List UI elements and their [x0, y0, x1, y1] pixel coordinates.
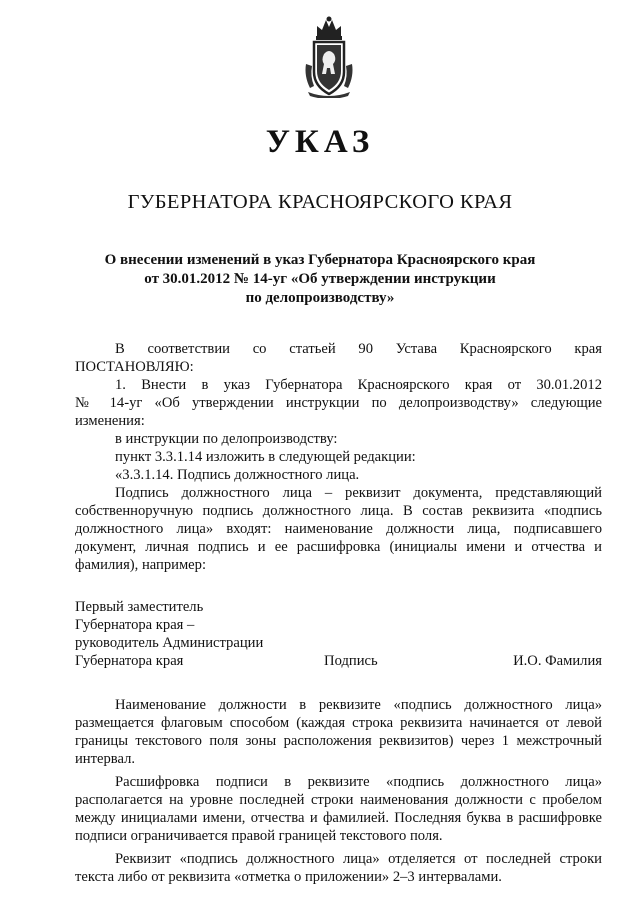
signature-example	[75, 598, 602, 670]
signature-label: Подпись	[324, 653, 378, 669]
paragraph-preamble-line2: ПОСТАНОВЛЯЮ:	[75, 359, 194, 375]
paragraph-clause-title: «3.3.1.14. Подпись должностного лица.	[115, 467, 360, 483]
document-heading	[80, 251, 560, 308]
heading-line: от 30.01.2012 № 14-уг «Об утверждении инструкции	[144, 271, 496, 287]
paragraph-position-placement: Наименование должности в реквизите «подпись должностного лица» размещается флаговым способом (каждая строка реквизита начинается от левой границы текстового поля зоны расположения реквизитов) через 1 межстрочный интервал.	[75, 697, 602, 767]
paragraph-clause: пункт 3.3.1.14 изложить в следующей редакции:	[115, 449, 416, 465]
signature-last-row	[75, 652, 602, 670]
paragraph-item1-line1: 1. Внести в указ Губернатора Красноярского края от 30.01.2012	[115, 377, 602, 393]
document-title: УКАЗ	[265, 124, 375, 160]
signature-position-line: руководитель Администрации	[75, 635, 264, 651]
document-body	[75, 340, 602, 886]
paragraph-item1-rest: № 14-уг «Об утверждении инструкции по делопроизводству» следующие изменения:	[75, 395, 602, 429]
heading-line: О внесении изменений в указ Губернатора Красноярского края	[104, 252, 536, 268]
krasnoyarsk-coat-of-arms-icon	[302, 14, 356, 98]
signature-name-label: И.О. Фамилия	[513, 653, 602, 669]
document-subtitle: ГУБЕРНАТОРА КРАСНОЯРСКОГО КРАЯ	[127, 191, 513, 213]
signature-position-line: Губернатора края –	[75, 617, 195, 633]
paragraph-preamble-line1: В соответствии со статьей 90 Устава Красноярского края	[115, 341, 602, 357]
signature-position-line: Губернатора края	[75, 653, 184, 669]
paragraph-signature-decoding: Расшифровка подписи в реквизите «подпись должностного лица» располагается на уровне последней строки наименования должности с пробелом между инициалами имени, отчества и фамилией. Последняя буква в расшифровке подписи ограничивается правой границей текстового поля.	[75, 774, 602, 844]
paragraph-signature-definition: Подпись должностного лица – реквизит документа, представляющий собственноручную подпись должностного лица. В состав реквизита «подпись должностного лица» входят: наименование должности лица, подписавшего документ, личная подпись и ее расшифровка (инициалы имени и отчества и фамилия), например:	[75, 485, 602, 573]
signature-position-line: Первый заместитель	[75, 599, 204, 615]
paragraph-instruction: в инструкции по делопроизводству:	[115, 431, 338, 447]
heading-line: по делопроизводству»	[245, 290, 395, 306]
paragraph-signature-spacing: Реквизит «подпись должностного лица» отделяется от последней строки текста либо от реквизита «отметка о приложении» 2–3 интервалами.	[75, 851, 602, 885]
